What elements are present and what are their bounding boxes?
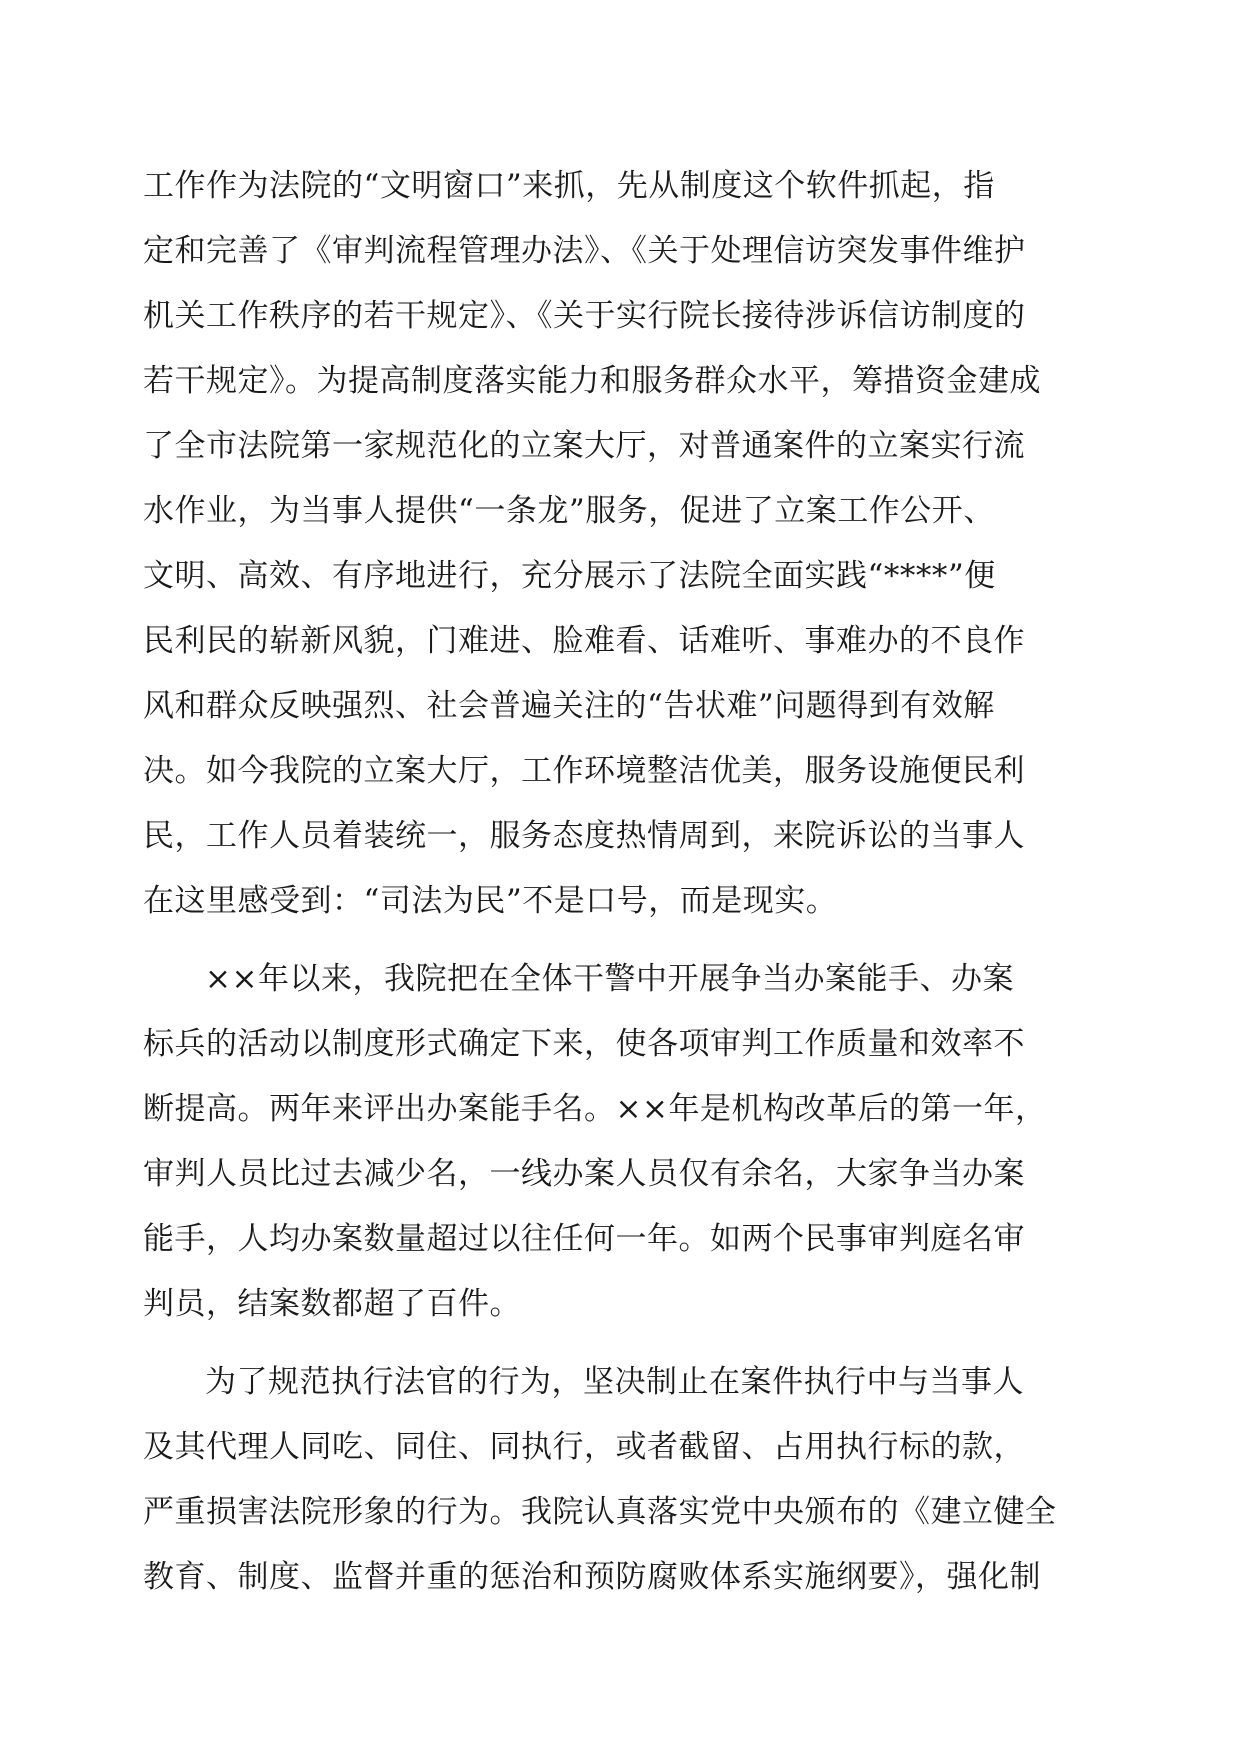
text-line: 民利民的崭新风貌，门难进、脸难看、话难听、事难办的不良作: [143, 623, 1025, 659]
text-line: 水作业，为当事人提供“一条龙”服务，促进了立案工作公开、: [143, 493, 995, 529]
paragraph: [143, 154, 1123, 934]
text-line: 决。如今我院的立案大厅，工作环境整洁优美，服务设施便民利: [143, 753, 1025, 789]
document-body: [143, 154, 1123, 1610]
text-line: 定和完善了《审判流程管理办法》、《关于处理信访突发事件维护: [143, 233, 1026, 269]
text-line: 风和群众反映强烈、社会普遍关注的“告状难”问题得到有效解: [143, 688, 995, 724]
text-line: 在这里感受到：“司法为民”不是口号，而是现实。: [143, 883, 838, 919]
paragraph-spacer: [143, 1337, 1123, 1350]
text-line: ××年以来，我院把在全体干警中开展争当办案能手、办案: [205, 961, 1014, 997]
text-line: 及其代理人同吃、同住、同执行，或者截留、占用执行标的款，: [143, 1429, 1025, 1465]
text-line: 工作作为法院的“文明窗口”来抓，先从制度这个软件抓起，指: [143, 168, 995, 204]
text-line: 为了规范执行法官的行为，坚决制止在案件执行中与当事人: [205, 1364, 1024, 1400]
text-line: 若干规定》。为提高制度落实能力和服务群众水平，筹措资金建成: [143, 363, 1041, 399]
paragraph-spacer: [143, 934, 1123, 947]
text-line: 教育、制度、监督并重的惩治和预防腐败体系实施纲要》，强化制: [143, 1559, 1041, 1595]
text-line: 标兵的活动以制度形式确定下来，使各项审判工作质量和效率不: [143, 1026, 1025, 1062]
text-line: 民，工作人员着装统一，服务态度热情周到，来院诉讼的当事人: [143, 818, 1025, 854]
text-line: 断提高。两年来评出办案能手名。××年是机构改革后的第一年，: [143, 1091, 1047, 1127]
text-line: 了全市法院第一家规范化的立案大厅，对普通案件的立案实行流: [143, 428, 1025, 464]
text-line: 文明、高效、有序地进行，充分展示了法院全面实践“****”便: [143, 558, 996, 594]
text-line: 判员，结案数都超了百件。: [143, 1286, 521, 1322]
text-line: 能手，人均办案数量超过以往任何一年。如两个民事审判庭名审: [143, 1221, 1025, 1257]
paragraph: [143, 947, 1123, 1337]
text-line: 严重损害法院形象的行为。我院认真落实党中央颁布的《建立健全: [143, 1494, 1057, 1530]
text-line: 审判人员比过去减少名，一线办案人员仅有余名，大家争当办案: [143, 1156, 1025, 1192]
paragraph: [143, 1350, 1123, 1610]
text-line: 机关工作秩序的若干规定》、《关于实行院长接待涉诉信访制度的: [143, 298, 1026, 334]
